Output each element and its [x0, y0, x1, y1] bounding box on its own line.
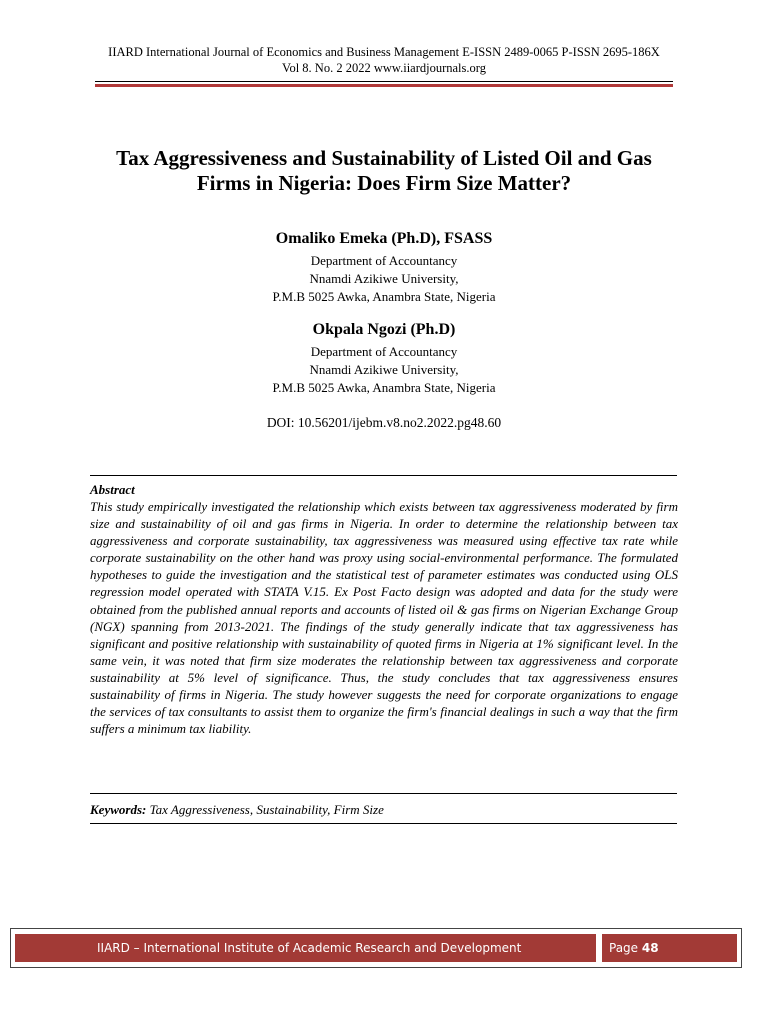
footer-page-number: 48 [641, 941, 659, 955]
author-name: Okpala Ngozi (Ph.D) [312, 321, 456, 338]
abstract-heading: Abstract [90, 482, 135, 497]
author-address: P.M.B 5025 Awka, Anambra State, Nigeria [272, 380, 496, 395]
author-address: P.M.B 5025 Awka, Anambra State, Nigeria [272, 289, 496, 304]
journal-header-line2: Vol 8. No. 2 2022 www.iiardjournals.org [282, 61, 486, 75]
journal-header [0, 44, 768, 76]
abstract-body: This study empirically investigated the relationship which exists between tax aggressiveness moderated by firm size and sustainability of oil and gas firms in Nigeria. In order to determine the relationship between tax aggressiveness and corporate sustainability, tax aggressiveness was measured using effective tax rate while corporate sustainability on the other hand was proxy using social-environmental performance. The formulated hypotheses to guide the investigation and the statistical test of parameter estimates was conducted using OLS regression model operated with STATA V.15. Ex Post Facto design was adopted and data for the study were obtained from the published annual reports and accounts of listed oil & gas firms on Nigerian Exchange Group (NGX) spanning from 2013-2021. The findings of the study generally indicate that tax aggressiveness has significant and positive relationship with sustainability of quoted firms in Nigeria at 1% significant level. In the same vein, it was noted that firm size moderates the relationship between tax aggressiveness and corporate sustainability at 5% level of significance. Thus, the study concludes that tax aggressiveness ensures sustainability of firms in Nigeria. The study however suggests the need for corporate organizations to engage the services of tax consultants to assist them to organize the firm's financial dealings in such a way that the firm suffers a minimum tax liability. [90, 499, 678, 737]
abstract-bottom-rule [90, 793, 677, 794]
abstract-top-rule [90, 475, 677, 476]
footer-institute: IIARD – International Institute of Academic Research and Development [97, 941, 522, 955]
header-accent-bar [95, 84, 673, 87]
author-block-2 [0, 320, 768, 397]
author-department: Department of Accountancy [310, 253, 458, 268]
author-name: Omaliko Emeka (Ph.D), FSASS [275, 230, 493, 247]
keywords-bottom-rule [90, 823, 677, 824]
footer-divider [596, 934, 602, 962]
keywords [90, 801, 678, 818]
doi: DOI: 10.56201/ijebm.v8.no2.2022.pg48.60 [266, 415, 502, 430]
footer-page [609, 940, 659, 956]
author-department: Department of Accountancy [310, 344, 458, 359]
paper-title-line1: Tax Aggressiveness and Sustainability of Listed Oil and Gas [116, 146, 652, 170]
footer-page-label: Page [609, 941, 639, 955]
paper-title [60, 146, 708, 196]
journal-header-line1: IIARD International Journal of Economics and Business Management E-ISSN 2489-0065 P-ISSN 2695-186X [108, 45, 660, 59]
keywords-value: Tax Aggressiveness, Sustainability, Firm Size [149, 802, 384, 817]
author-university: Nnamdi Azikiwe University, [309, 271, 459, 286]
author-university: Nnamdi Azikiwe University, [309, 362, 459, 377]
keywords-label: Keywords: [90, 802, 147, 817]
paper-title-line2: Firms in Nigeria: Does Firm Size Matter? [196, 171, 572, 195]
author-block-1 [0, 229, 768, 306]
header-divider [95, 81, 673, 82]
